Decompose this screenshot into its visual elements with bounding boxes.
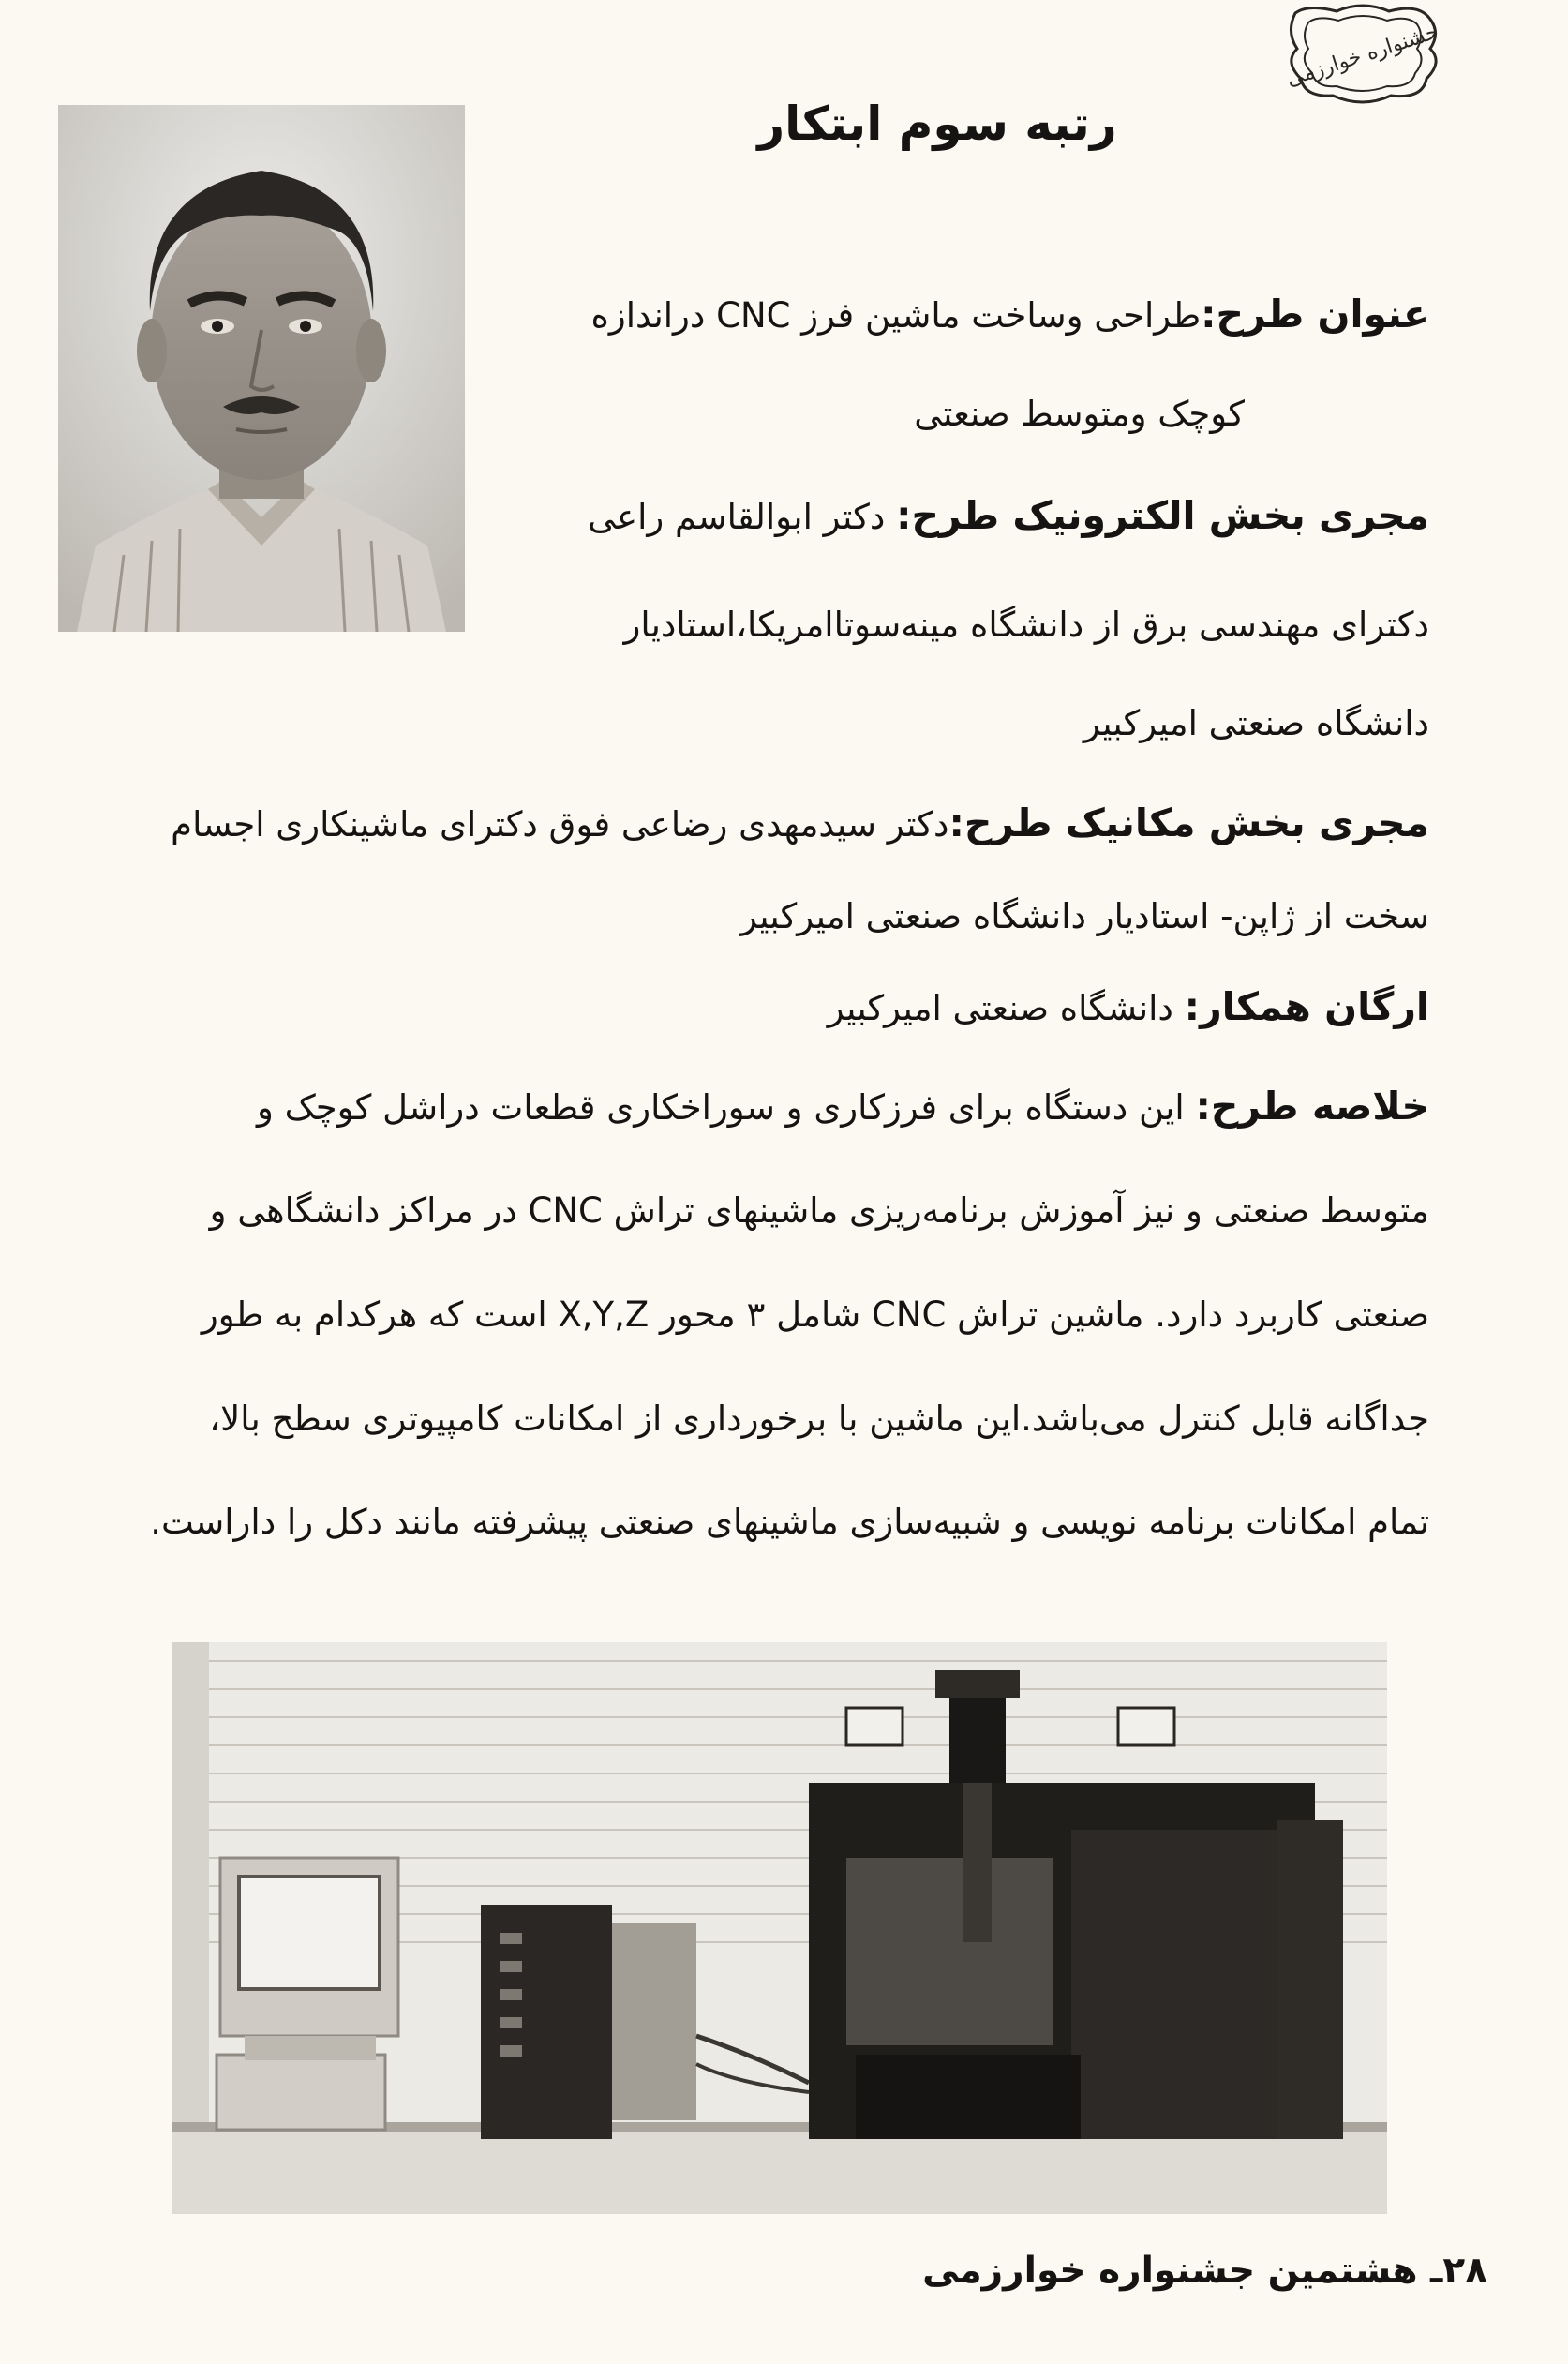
electronics-text-1: دکتر ابوالقاسم راعی: [588, 497, 897, 537]
partner-line: [828, 979, 1429, 1037]
emblem-text: جشنواره خوارزمی: [1283, 20, 1442, 92]
summary-label: خلاصه طرح:: [1195, 1084, 1429, 1129]
project-title-line-2: [914, 386, 1245, 442]
summary-line-1: [257, 1078, 1429, 1136]
mechanics-line-1: [171, 795, 1429, 853]
rosette-seal-icon: [1277, 4, 1449, 107]
summary-line-2: [210, 1183, 1429, 1239]
electronics-line-2: [623, 597, 1429, 653]
mechanics-text-2: سخت از ژاپن- استادیار دانشگاه صنعتی امیرکبیر: [739, 896, 1429, 936]
partner-label: ارگان همکار:: [1184, 984, 1429, 1029]
mechanics-label: مجری بخش مکانیک طرح:: [948, 800, 1429, 845]
project-title-text-2: کوچک ومتوسط صنعتی: [914, 394, 1245, 434]
festival-emblem: [1277, 4, 1449, 107]
summary-line-4: [209, 1391, 1429, 1447]
partner-text: دانشگاه صنعتی امیرکبیر: [827, 988, 1185, 1028]
mechanics-text-1: دکتر سیدمهدی رضاعی فوق دکترای ماشینکاری اجسام: [171, 804, 949, 845]
page-footer: ۲۸ـ هشتمین جشنواره خوارزمی: [922, 2250, 1487, 2292]
cnc-machine-photo: [172, 1642, 1387, 2214]
project-title-line-1: [591, 286, 1429, 344]
portrait-photo: [58, 105, 465, 632]
summary-line-5: [150, 1494, 1429, 1550]
electronics-text-2: دکترای مهندسی برق از دانشگاه مینه‌سوتاامریکا،استادیار: [623, 605, 1429, 645]
summary-text-4: جداگانه قابل کنترل می‌باشد.این ماشین با برخورداری از امکانات کامپیوتری سطح بالا،: [209, 1399, 1429, 1439]
electronics-line-1: [588, 487, 1429, 546]
electronics-label: مجری بخش الکترونیک طرح:: [896, 493, 1429, 538]
page-heading: رتبه سوم ابتکار: [757, 97, 1117, 151]
summary-text-3: صنعتی کاربرد دارد. ماشین تراش CNC شامل ۳ محور X,Y,Z است که هرکدام به طور: [201, 1294, 1429, 1335]
summary-text-5: تمام امکانات برنامه نویسی و شبیه‌سازی ماشینهای صنعتی پیشرفته مانند دکل را داراست.: [150, 1502, 1429, 1542]
summary-text-1: این دستگاه برای فرزکاری و سوراخکاری قطعات دراشل کوچک و: [256, 1087, 1196, 1128]
summary-line-3: [202, 1287, 1429, 1343]
electronics-text-3: دانشگاه صنعتی امیرکبیر: [1083, 703, 1429, 743]
project-title-label: عنوان طرح:: [1201, 292, 1429, 337]
mechanics-line-2: [740, 889, 1429, 945]
project-title-text-1: طراحی وساخت ماشین فرز CNC دراندازه: [590, 295, 1202, 336]
electronics-line-3: [1083, 696, 1429, 752]
summary-text-2: متوسط صنعتی و نیز آموزش برنامه‌ریزی ماشینهای تراش CNC در مراکز دانشگاهی و: [209, 1190, 1429, 1231]
